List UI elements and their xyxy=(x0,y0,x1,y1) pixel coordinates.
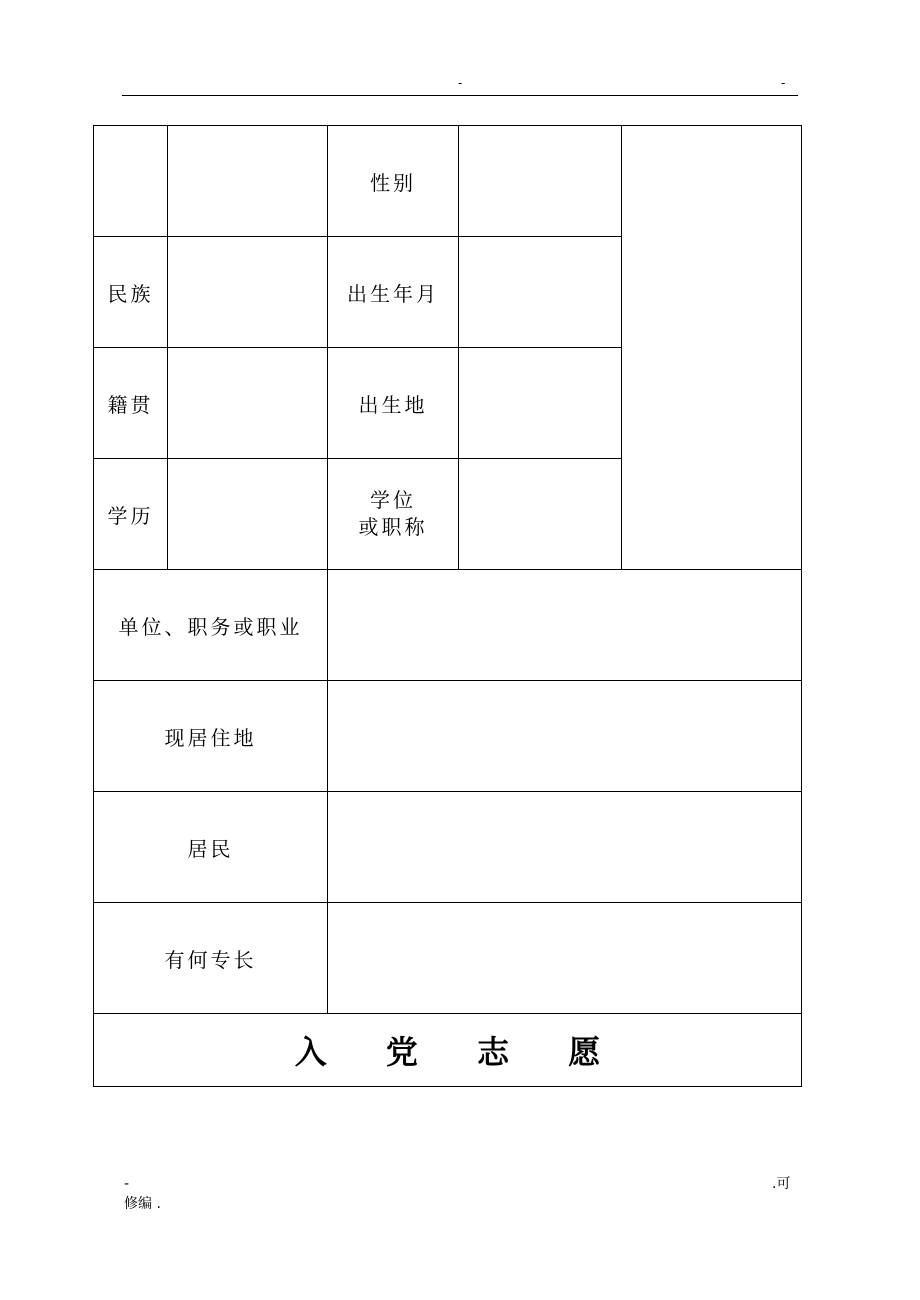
birthplace-field[interactable] xyxy=(459,348,621,458)
degree-label xyxy=(328,459,458,569)
ethnicity-label: 民族 xyxy=(107,281,154,306)
specialty-label: 有何专长 xyxy=(164,947,257,972)
gender-label: 性别 xyxy=(370,170,416,195)
employer-label: 单位、职务或职业 xyxy=(118,614,303,639)
footer-left-line2: 修编 . xyxy=(124,1196,161,1212)
header-mark-center: - xyxy=(458,76,463,90)
education-field[interactable] xyxy=(168,459,327,569)
resident-label: 居民 xyxy=(187,836,234,861)
header-mark-right: - xyxy=(781,76,786,90)
table-border-bottom xyxy=(93,1086,802,1087)
degree-label-line1: 学位 xyxy=(370,488,416,512)
degree-label-line2: 或职称 xyxy=(358,515,428,539)
birth-date-field[interactable] xyxy=(459,237,621,347)
footer-left-line1: - xyxy=(124,1176,130,1192)
specialty-field[interactable] xyxy=(328,903,801,1013)
residence-label: 现居住地 xyxy=(164,725,257,750)
table-border-right xyxy=(801,125,802,1087)
degree-field[interactable] xyxy=(459,459,621,569)
photo-area[interactable] xyxy=(622,126,801,569)
native-place-label: 籍贯 xyxy=(107,392,154,417)
footer-right: .可 xyxy=(772,1176,791,1192)
education-label: 学历 xyxy=(107,503,154,528)
native-place-field[interactable] xyxy=(168,348,327,458)
residence-field[interactable] xyxy=(328,681,801,791)
employer-field[interactable] xyxy=(328,570,801,680)
resident-field[interactable] xyxy=(328,792,801,902)
name-field[interactable] xyxy=(168,126,327,236)
gender-field[interactable] xyxy=(459,126,621,236)
header-rule xyxy=(122,95,798,96)
name-label-cell xyxy=(94,126,167,236)
ethnicity-field[interactable] xyxy=(168,237,327,347)
birth-date-label: 出生年月 xyxy=(347,281,439,306)
section-title: 入 党 志 愿 xyxy=(294,1033,625,1071)
birthplace-label: 出生地 xyxy=(358,392,428,417)
